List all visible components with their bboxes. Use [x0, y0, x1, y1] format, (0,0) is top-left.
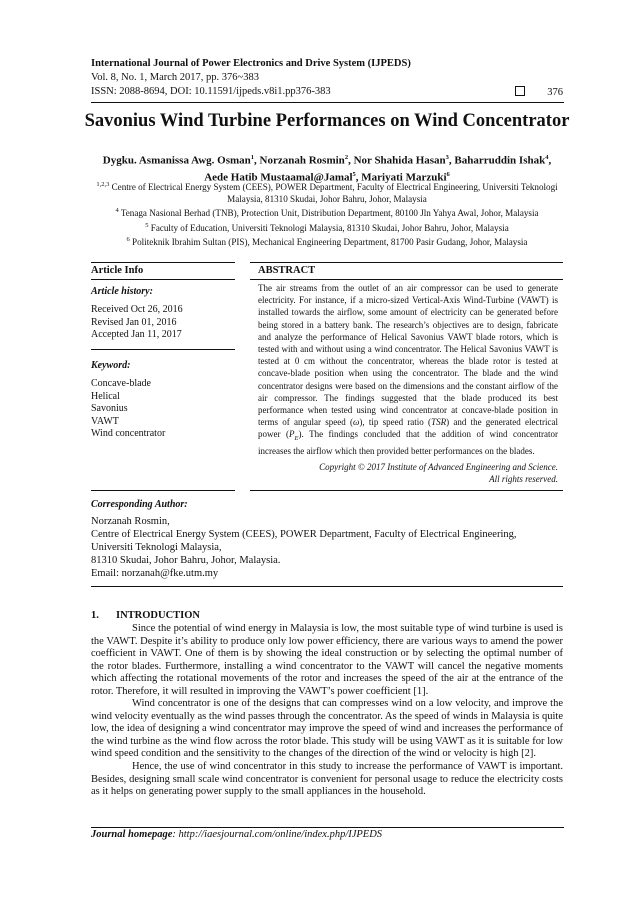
- affiliation: [90, 205, 564, 219]
- affiliation: [90, 234, 564, 248]
- affiliation: [90, 220, 564, 234]
- homepage-link[interactable]: : http://iaesjournal.com/online/index.php/IJPEDS: [172, 829, 383, 840]
- paper-title: Savonius Wind Turbine Performances on Wind Concentrator: [84, 111, 570, 131]
- history-date: Revised Jan 01, 2016: [91, 316, 177, 328]
- keyword: Wind concentrator: [91, 428, 166, 440]
- section-heading: [91, 610, 200, 621]
- author-line-1: [60, 151, 594, 168]
- article-history-list: [91, 304, 183, 342]
- abstract-heading: ABSTRACT: [258, 265, 316, 276]
- author-affil-mark: 1: [250, 154, 255, 161]
- copyright-line: All rights reserved.: [489, 474, 558, 484]
- corresponding-rule: [91, 586, 563, 587]
- page-number: 376: [547, 87, 563, 98]
- corresponding-heading: Corresponding Author:: [91, 499, 188, 510]
- author-separator: ,: [355, 171, 362, 184]
- history-divider: [91, 349, 235, 350]
- copyright-line: Copyright © 2017 Institute of Advanced Engineering and Science.: [319, 462, 558, 472]
- corresponding-line: 81310 Skudai, Johor Bahru, Johor, Malaysia.: [91, 555, 281, 567]
- journal-volume: Vol. 8, No. 1, March 2017, pp. 376~383: [91, 72, 259, 83]
- history-date: Received Oct 26, 2016: [91, 304, 183, 315]
- author-name: Mariyati Marzuki: [361, 171, 447, 184]
- author-name: Norzanah Rosmin: [259, 154, 345, 167]
- abstract-text: [258, 282, 558, 458]
- keyword-heading: Keyword:: [91, 360, 131, 371]
- copyright-notice: [258, 461, 558, 485]
- info-top-rule: [91, 262, 235, 263]
- section-number: 1.: [91, 610, 99, 621]
- tsr-symbol: TSR: [431, 417, 447, 428]
- affiliation-mark: 1,2,3: [96, 181, 110, 188]
- abstract-part: ). The findings concluded that the addition of wind concentrator increases the airflow which then provided better performances on the blades.: [258, 429, 558, 457]
- affiliation-text: Centre of Electrical Energy System (CEES), POWER Department, Faculty of Electrical Engineering, Universiti Teknologi Malaysia, 81310 Skudai, Johor Bahru, Johor, Malaysia: [109, 182, 558, 205]
- affiliation-text: Politeknik Ibrahim Sultan (PIS), Mechanical Engineering Department, 81700 Pasir Gudang, Johor, Malaysia: [129, 236, 528, 247]
- keyword: Savonius: [91, 403, 128, 415]
- author-separator: ,: [348, 154, 354, 167]
- author-name: Aede Hatib Mustaamal@Jamal: [204, 171, 353, 184]
- square-box-icon: [515, 86, 525, 96]
- article-info-heading: Article Info: [91, 265, 144, 276]
- journal-name: International Journal of Power Electronics and Drive System (IJPEDS): [91, 58, 411, 69]
- homepage-label: Journal homepage: [91, 829, 173, 840]
- abstract-part: ), tip speed ratio (: [359, 417, 432, 428]
- author-affil-mark: 6: [446, 170, 450, 178]
- corresponding-line: Universiti Teknologi Malaysia,: [91, 542, 222, 554]
- omega-symbol: ω: [352, 417, 360, 428]
- author-affil-mark: 4: [545, 154, 549, 161]
- paragraph: Since the potential of wind energy in Malaysia is low, the most suitable type of wind turbine is used is the VAWT. Despite it’s ability to produce only low power efficiency, there are various ways to amend the power coefficient in VAWT. One of them is by showing the ideal construction or by selecting the optimal number of the rotor blades. Furthermore, installing a wind concentrator to the VAWT will cancel the negative moments which affecting the rotational movements of the rotor and increases the speed of the air at the entrance of the rotor. Therefore, it will resulted in improving the VAWT’s power coefficient [1].: [91, 623, 563, 697]
- abstract-part: The air streams from the outlet of an air compressor can be used to generate electricity. For instance, if a micro-sized Vertical-Axis Wind-Turbine (VAWT) is installed towards the airflow, some amount of electricity can be generated before being stored in a battery bank. The research’s objectives are to design, fabricate and analyze the performance of Helical Savonius VAWT blade rotors, which is tested with and without using a wind concentrator. The Helical Savonius VAWT is tested at 0 cm without the concentrator, whereas the blade rotor is tested at concave-blade position when using the concentrator. The blade and the wind concentrator designs were based on the dimensions and the constant airflow of the air compressor. The findings suggested that the blade produced its best performance when tested using wind concentrator at concave-blade position in terms of angular speed (: [258, 283, 558, 428]
- introduction-body: [91, 623, 563, 799]
- affiliation-mark: 5: [145, 221, 149, 229]
- corresponding-author-block: [91, 515, 517, 580]
- journal-homepage: [91, 829, 382, 840]
- paragraph: Hence, the use of wind concentrator in this study to increase the performance of VAWT is important. Besides, designing small scale wind concentrator is convenient for personal usage to reduce the electricity costs as it helps on generating power supply to the small appliances in the household.: [91, 761, 563, 798]
- author-affil-mark: 5: [352, 170, 356, 178]
- keyword: Helical: [91, 390, 120, 402]
- paragraph: Wind concentrator is one of the designs that can compresses wind on a low velocity, and improve the wind velocity eventually as the wind passes through the concentrator. As the speed of winds in Malaysia is quite low, the idea of designing a wind concentrator may improve the speed of wind and increases the performance of the wind turbine as the wind flow across the rotor blade. This study will be using VAWT as it is suitable for low wind speed condition and the sensitivity to the changes of the direction of the wind or velocity is high [2].: [91, 698, 563, 760]
- corresponding-email: Email: norzanah@fke.utm.my: [91, 568, 219, 580]
- affiliation-text: Tenaga Nasional Berhad (TNB), Protection Unit, Distribution Department, 80100 Jln Yahya Awal, Johor, Malaysia: [118, 208, 539, 219]
- journal-issn-doi: ISSN: 2088-8694, DOI: 10.11591/ijpeds.v8i1.pp376-383: [91, 86, 331, 97]
- affiliation: [90, 179, 564, 205]
- corresponding-line: Norzanah Rosmin,: [91, 516, 170, 527]
- affiliation-text: Faculty of Education, Universiti Teknologi Malaysia, 81310 Skudai, Johor Bahru, Johor, Malaysia: [148, 222, 509, 233]
- author-affil-mark: 3: [445, 154, 449, 161]
- author-separator: ,: [548, 154, 552, 167]
- section-title: INTRODUCTION: [116, 610, 201, 621]
- keyword: Concave-blade: [91, 378, 151, 389]
- author-name: Baharruddin Ishak: [454, 154, 546, 167]
- keyword: VAWT: [91, 415, 119, 427]
- footer-rule: [91, 827, 564, 828]
- corresponding-line: Centre of Electrical Energy System (CEES), POWER Department, Faculty of Electrical Engineering,: [91, 529, 517, 541]
- author-affil-mark: 2: [344, 154, 349, 161]
- author-name: Nor Shahida Hasan: [353, 154, 446, 167]
- affiliation-mark: 4: [115, 207, 119, 215]
- power-subscript: E: [294, 435, 299, 443]
- affiliation-mark: 6: [126, 235, 130, 243]
- page-number-block: [515, 86, 563, 98]
- author-name: Dygku. Asmanissa Awg. Osman: [102, 154, 251, 167]
- abstract-heading-rule: [250, 279, 563, 280]
- abstract-top-rule: [250, 262, 563, 263]
- author-separator: ,: [254, 154, 260, 167]
- keyword-list: [91, 378, 165, 441]
- history-date: Accepted Jan 11, 2017: [91, 329, 182, 341]
- author-separator: ,: [448, 154, 455, 167]
- power-symbol: P: [289, 429, 295, 440]
- info-heading-rule: [91, 279, 235, 280]
- article-history-heading: Article history:: [91, 286, 153, 297]
- abstract-part: ) and the generated electrical power (: [258, 417, 559, 440]
- info-bottom-rule: [91, 490, 235, 491]
- affiliation-list: [90, 179, 564, 248]
- abstract-bottom-rule: [250, 490, 563, 491]
- header-rule: [91, 102, 564, 103]
